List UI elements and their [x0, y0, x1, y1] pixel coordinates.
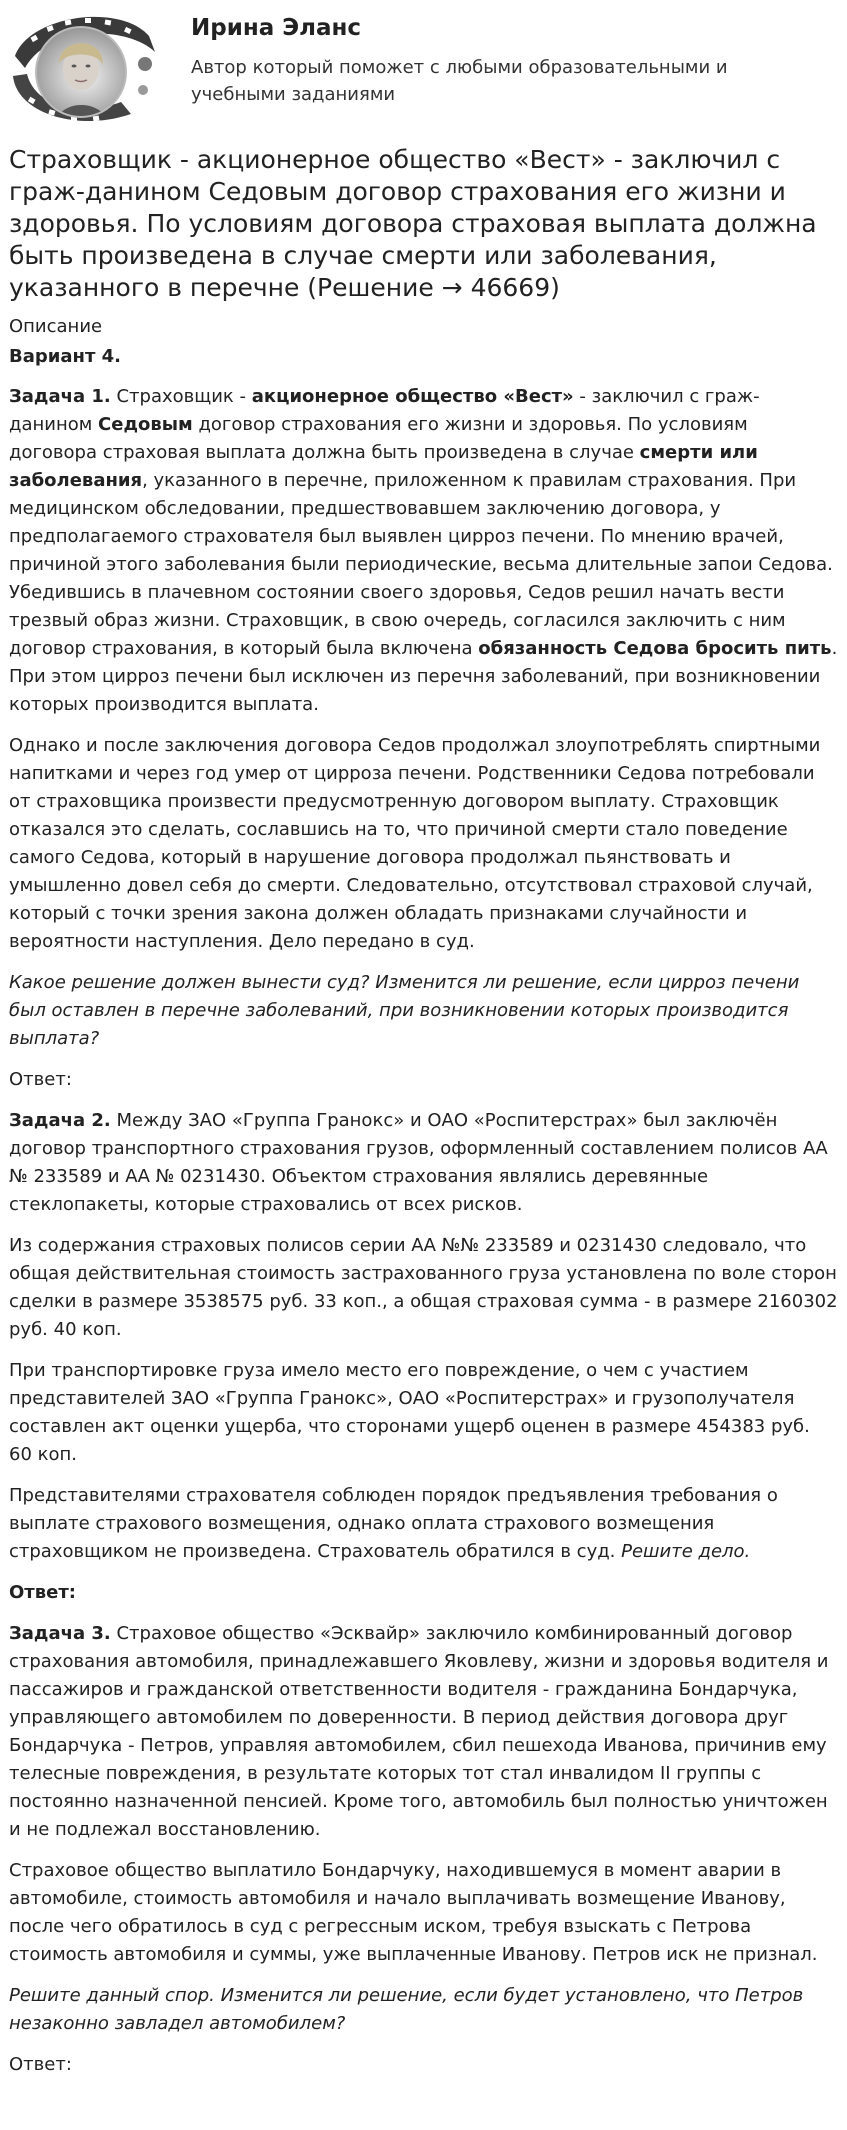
author-description	[191, 54, 728, 108]
task3-paragraph1: Задача 3. Страховое общество «Эсквайр» заключило комбинированный договор страхования автомобиля, принадлежавшего Яковлеву, жизни и здоровья водителя и пассажиров и гражданской ответственности водителя - гражданина Бондарчука, управляющего автомобилем по доверенности. В период действия договора друг Бондарчука - Петров, управляя автомобилем, сбил пешехода Иванова, причинив ему телесные повреждения, в результате которых тот стал инвалидом II группы с постоянно назначенной пенсией. Кроме того, автомобиль был полностью уничтожен и не подлежал восстановлению.	[9, 1623, 829, 1840]
description-label: Описание	[9, 316, 103, 337]
task2-paragraph2: Из содержания страховых полисов серии АА №№ 233589 и 0231430 следовало, что общая действительная стоимость застрахованного груза установлена по воле сторон сделки в размере 3538575 руб. 33 коп., а общая страховая сумма - в размере 2160302 руб. 40 коп.	[9, 1235, 838, 1340]
author-description-line1: Автор который поможет с любыми образовательными и	[191, 57, 728, 78]
task1-paragraph1: Задача 1. Страховщик - акционерное общество «Вест» - заключил с граж-данином Седовым договор страхования его жизни и здоровья. По условиям договора страховая выплата должна быть произведена в случае смерти или заболевания, указанного в перечне, приложенном к правилам страхования. При медицинском обследовании, предшествовавшем заключению договора, у предполагаемого страхователя был выявлен цирроз печени. По мнению врачей, причиной этого заболевания были периодические, весьма длительные запои Седова. Убедившись в плачевном состоянии своего здоровья, Седов решил начать вести трезвый образ жизни. Страховщик, в свою очередь, согласился заключить с ним договор страхования, в который была включена обязанность Седова бросить пить. При этом цирроз печени был исключен из перечня заболеваний, при возникновении которых производится выплата.	[9, 386, 838, 715]
task2-answer: Ответ:	[9, 1582, 76, 1603]
author-name[interactable]: Ирина Эланс	[191, 15, 362, 41]
page-title: Страховщик - акционерное общество «Вест» - заключил с граж-данином Седовым договор страхования его жизни и здоровья. По условиям договора страховая выплата должна быть произведена в случае смерти или заболевания, указанного в перечне (Решение → 46669)	[9, 145, 817, 302]
task1-label: Задача 1.	[9, 386, 111, 407]
author-avatar[interactable]	[9, 6, 157, 130]
task1-question: Какое решение должен вынести суд? Изменится ли решение, если цирроз печени был оставлен в перечне заболеваний, при возникновении которых производится выплата?	[9, 972, 800, 1049]
task3-answer: Ответ:	[9, 2054, 72, 2075]
task3-label: Задача 3.	[9, 1623, 111, 1644]
task1-paragraph2: Однако и после заключения договора Седов продолжал злоупотреблять спиртными напитками и через год умер от цирроза печени. Родственники Седова потребовали от страховщика произвести предусмотренную договором выплату. Страховщик отказался это сделать, сославшись на то, что причиной смерти стало поведение самого Седова, который в нарушение договора продолжал пьянствовать и умышленно довел себя до смерти. Следовательно, отсутствовал страховой случай, который с точки зрения закона должен обладать признаками случайности и вероятности наступления. Дело передано в суд.	[9, 735, 821, 952]
task2-paragraph4: Представителями страхователя соблюден порядок предъявления требования о выплате страхового возмещения, однако оплата страхового возмещения страховщиком не произведена. Страхователь обратился в суд. Решите дело.	[9, 1485, 778, 1562]
task2-paragraph3: При транспортировке груза имело место его повреждение, о чем с участием представителей ЗАО «Группа Гранокс», ОАО «Роспитерстрах» и грузополучателя составлен акт оценки ущерба, что сторонами ущерб оценен в размере 454383 руб. 60 коп.	[9, 1360, 810, 1465]
author-description-line2: учебными заданиями	[191, 84, 396, 105]
task2-paragraph1: Задача 2. Между ЗАО «Группа Гранокс» и ОАО «Роспитерстрах» был заключён договор транспортного страхования грузов, оформленный составлением полисов АА № 233589 и АА № 0231430. Объектом страхования являлись деревянные стеклопакеты, которые страховались от всех рисков.	[9, 1110, 828, 1215]
author-info	[191, 14, 728, 108]
task3-paragraph2: Страховое общество выплатило Бондарчуку, находившемуся в момент аварии в автомобиле, стоимость автомобиля и начало выплачивать возмещение Иванову, после чего обратилось в суд с регрессным иском, требуя взыскать с Петрова стоимость автомобиля и суммы, уже выплаченные Иванову. Петров иск не признал.	[9, 1860, 818, 1965]
task1-answer: Ответ:	[9, 1069, 72, 1090]
task2-label: Задача 2.	[9, 1110, 111, 1131]
variant-heading: Вариант 4.	[9, 346, 122, 367]
task3-question: Решите данный спор. Изменится ли решение, если будет установлено, что Петров незаконно завладел автомобилем?	[9, 1985, 804, 2034]
author-block	[9, 0, 838, 132]
